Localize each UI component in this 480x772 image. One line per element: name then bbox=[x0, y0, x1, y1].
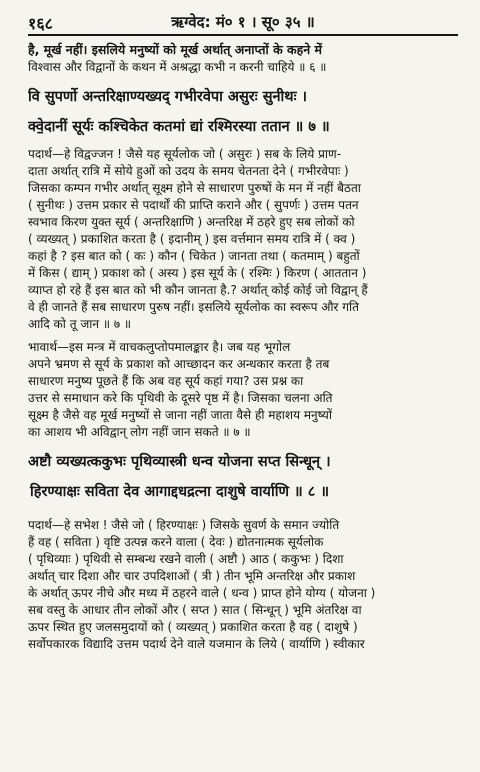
text-line: हैं वह ( सविता ) वृष्टि उत्पन्न करने वाला ( देवः ) द्योतनात्मक सूर्यलोक bbox=[28, 535, 324, 549]
page-number: १६८ bbox=[28, 14, 53, 33]
text-line: अपने भ्रमण से सूर्य के प्रकाश को आच्छादन कर अन्धकार करता है तब bbox=[28, 357, 330, 371]
padartha-paragraph-8 bbox=[28, 517, 458, 653]
text-line: उत्तर से समाधान करे कि पृथिवी के दूसरे पृष्ठ में है। जिसका चलना अति bbox=[28, 391, 333, 405]
text-line: कहां है ? इस बात को ( कः ) कौन ( चिकेत ) जानता तथा ( कतमाम् ) बहुतों bbox=[28, 249, 360, 263]
mantra-8 bbox=[28, 447, 458, 507]
page-header bbox=[28, 10, 458, 34]
text-line: ( पृथिव्याः ) पृथिवी से सम्बन्ध रखने वाली ( अष्टौ ) आठ ( ककुभः ) दिशा bbox=[28, 552, 344, 566]
text-line: पदार्थ—हे विद्वज्जन ! जैसे यह सूर्यलोक जो ( असुरः ) सब के लिये प्राण- bbox=[28, 147, 342, 161]
mantra-7 bbox=[28, 82, 458, 142]
text-line: दाता अर्थात् रात्रि में सोये हुओं को उदय के समय चेतनता देने ( गभीरवेपाः ) bbox=[28, 164, 349, 178]
header-rule bbox=[28, 34, 458, 36]
mantra-line: अष्टौ व्यख्यत्ककुभः पृथिव्यास्त्री धन्व योजना सप्त सिन्धून् । bbox=[28, 454, 331, 470]
text-line: का आशय भी अविद्वान् लोग नहीं जान सकते ॥ ७ ॥ bbox=[28, 425, 251, 439]
running-title: ऋग्वेद: मं० १ । सू० ३५ ॥ bbox=[171, 13, 315, 31]
mantra-line: हिरण्याक्षः सविता देव आगाद्दधद्रत्ना दाशुषे वार्याणि ॥ ८ ॥ bbox=[30, 484, 330, 500]
bhavartha-paragraph-7 bbox=[28, 339, 458, 441]
text-line: ऊपर स्थित हुए जलसमुदायों को ( व्यख्यत् ) प्रकाशित करता है वह ( दाशुषे ) bbox=[28, 620, 358, 634]
text-line: व्याप्त हो रहे हैं इस बात को भी कौन जानता है.? अर्थात् कोई कोई जो विद्वान् हैं bbox=[28, 283, 368, 297]
text-line: जिसका कम्पन गभीर अर्थात् सूक्ष्म होने से साधारण पुरुषों के मन में नहीं बैठता bbox=[28, 181, 361, 195]
padartha-paragraph-7 bbox=[28, 146, 458, 333]
text-line: ( व्यख्यत् ) प्रकाशित करता है ( इदानीम् ) इस वर्त्तमान समय रात्रि में ( क्व ) bbox=[28, 232, 356, 246]
text-line: ( सुनीथः ) उत्तम प्रकार से पदार्थों की प्राप्ति कराने और ( सुपर्णः ) उत्तम पतन bbox=[28, 198, 359, 212]
text-line: है, मूर्ख नहीं। इसलिये मनुष्यों को मूर्ख अर्थात् अनाप्तों के कहने में bbox=[28, 42, 323, 57]
mantra-line: वि सुपर्णो अन्तरिक्षाण्यख्यद् गभीरवेपा असुरः सुनीथः । bbox=[28, 89, 308, 105]
text-line: के अर्थात् ऊपर नीचे और मध्य में ठहरने वाले ( धन्व ) प्राप्त होने योग्य ( योजना ) bbox=[28, 586, 376, 600]
text-line: सब वस्तु के आधार तीन लोकों और ( सप्त ) सात ( सिन्धून् ) भूमि अंतरिक्ष वा bbox=[28, 603, 362, 617]
page-body bbox=[28, 40, 458, 653]
text-line: सर्वोपकारक विद्यादि उत्तम पदार्थ देने वाले यजमान के लिये ( वार्याणि ) स्वीकार bbox=[28, 637, 365, 651]
text-line: आदि को तू जान ॥ ७ ॥ bbox=[28, 317, 132, 331]
text-line: भावार्थ—इस मन्त्र में वाचकलुप्तोपमालङ्कार है। जब यह भूगोल bbox=[28, 340, 291, 354]
continuation-paragraph bbox=[28, 40, 458, 76]
text-line: सूक्ष्म है जैसे वह मूर्ख मनुष्यों से जाना नहीं जाता वैसे ही महाशय मनुष्यों bbox=[28, 408, 333, 422]
text-line: विश्वास और विद्वानों के कथन में अश्रद्धा कभी न करनी चाहिये ॥ ६ ॥ bbox=[28, 60, 327, 74]
text-line: स्वभाव किरण युक्त सूर्य ( अन्तरिक्षाणि ) अन्तरिक्ष में ठहरे हुए सब लोकों को bbox=[28, 215, 355, 229]
text-line: पदार्थ—हे सभेश ! जैसे जो ( हिरण्याक्षः ) जिसके सुवर्ण के समान ज्योति bbox=[28, 518, 340, 532]
text-line: में किस ( द्याम् ) प्रकाश को ( अस्य ) इस सूर्य के ( रश्मिः ) किरण ( आततान ) bbox=[28, 266, 367, 280]
mantra-line: क्वे॒दानीं सूर्यः कश्चिकेत कतमां द्यां रश्मिरस्या ततान ॥ ७ ॥ bbox=[28, 119, 330, 135]
text-line: अर्थात् चार दिशा और चार उपदिशाओं ( त्री ) तीन भूमि अन्तरिक्ष और प्रकाश bbox=[28, 569, 356, 583]
text-line: वे ही जानते हैं सब साधारण पुरुष नहीं। इसलिये सूर्यलोक का स्वरूप और गति bbox=[28, 300, 359, 314]
text-line: साधारण मनुष्य पूछते हैं कि अब वह सूर्य कहां गया? उस प्रश्न का bbox=[28, 374, 304, 388]
